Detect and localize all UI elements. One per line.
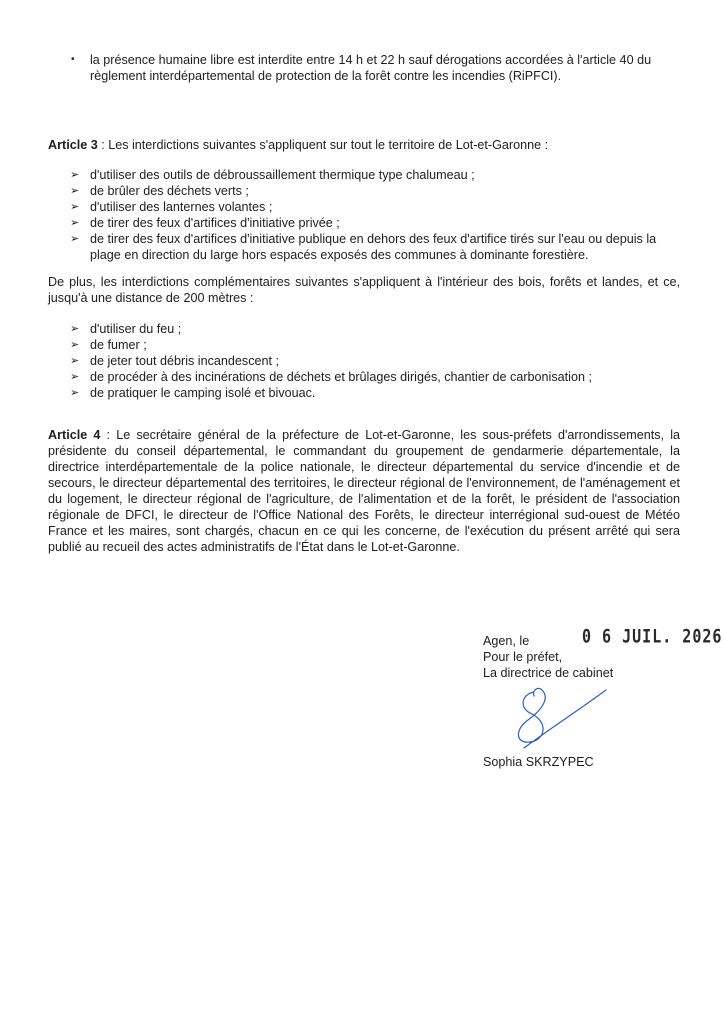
- signature-line-2: La directrice de cabinet: [483, 666, 614, 680]
- handwritten-signature: [488, 684, 608, 754]
- continued-bullet: [66, 52, 686, 84]
- article-3-complement-list: [70, 321, 684, 401]
- signer-name: Sophia SKRZYPEC: [483, 755, 594, 769]
- list-item: ➢ de fumer ;: [70, 338, 147, 352]
- bullet-marker: •: [71, 54, 75, 65]
- arrow-bullet-icon: ➢: [70, 201, 80, 213]
- arrow-bullet-icon: ➢: [70, 323, 80, 335]
- list-item: ➢ de brûler des déchets verts ;: [70, 184, 249, 198]
- article-3-list: [70, 167, 684, 263]
- list-item: ➢ d'utiliser du feu ;: [70, 322, 182, 336]
- article-4-label: Article 4: [48, 428, 101, 442]
- list-item: ➢ de tirer des feux d'artifices d'initiative privée ;: [70, 216, 340, 230]
- list-item: ➢ de procéder à des incinérations de déchets et brûlages dirigés, chantier de carbonisation ;: [70, 370, 592, 384]
- list-item: ➢ de jeter tout débris incandescent ;: [70, 354, 280, 368]
- list-item: ➢ de pratiquer le camping isolé et bivouac.: [70, 386, 316, 400]
- arrow-bullet-icon: ➢: [70, 339, 80, 351]
- list-item: ➢ d'utiliser des outils de débroussaillement thermique type chalumeau ;: [70, 168, 475, 182]
- bullet-text: la présence humaine libre est interdite entre 14 h et 22 h sauf dérogations accordées à l'article 40 du règlement interdépartemental de protection de la forêt contre les incendies (RiPFCI).: [90, 53, 652, 83]
- article-3-label: Article 3: [48, 138, 98, 152]
- arrow-bullet-icon: ➢: [70, 185, 80, 197]
- date-stamp: 0 6 JUIL. 2026: [582, 624, 723, 648]
- article-3-complement: De plus, les interdictions complémentaires suivantes s'appliquent à l'intérieur des bois, forêts et landes, et ce, jusqu'à une distance de 200 mètres :: [48, 275, 680, 305]
- article-3-intro-text: : Les interdictions suivantes s'appliquent sur tout le territoire de Lot-et-Garonne :: [97, 138, 549, 152]
- arrow-bullet-icon: ➢: [70, 355, 80, 367]
- arrow-bullet-icon: ➢: [70, 387, 80, 399]
- arrow-bullet-icon: ➢: [70, 217, 80, 229]
- list-item: ➢ de tirer des feux d'artifices d'initiative publique en dehors des feux d'artifice tirés sur l'eau ou depuis la plage en direction du large hors espacés exposés des communes à dominante forestière.: [70, 232, 657, 262]
- article-3-intro: [48, 137, 680, 153]
- arrow-bullet-icon: ➢: [70, 371, 80, 383]
- list-item: [66, 52, 686, 84]
- article-4-text: : Le secrétaire général de la préfecture de Lot-et-Garonne, les sous-préfets d'arrondissements, la présidente du conseil départemental, le commandant du groupement de gendarmerie départementale, la directrice interdépartementale de la police nationale, le directeur départemental du service d'incendie et de secours, le directeur départemental des territoires, le directeur régional de l'environnement, de l'aménagement et du logement, le directeur régional de l'agriculture, de l'alimentation et de la forêt, le président de l'association régionale de DFCI, le directeur de l'Office National des Forêts, le directeur interrégional sud-ouest de Météo France et les maires, sont chargés, chacun en ce qui les concerne, de l'exécution du présent arrêté qui sera publié au recueil des actes administratifs de l'État dans le Lot-et-Garonne.: [48, 428, 680, 554]
- article-4: [48, 427, 680, 555]
- arrow-bullet-icon: ➢: [70, 233, 80, 245]
- place-date-label: Agen, le: [483, 634, 530, 648]
- arrow-bullet-icon: ➢: [70, 169, 80, 181]
- signature-line-1: Pour le préfet,: [483, 650, 563, 664]
- list-item: ➢ d'utiliser des lanternes volantes ;: [70, 200, 273, 214]
